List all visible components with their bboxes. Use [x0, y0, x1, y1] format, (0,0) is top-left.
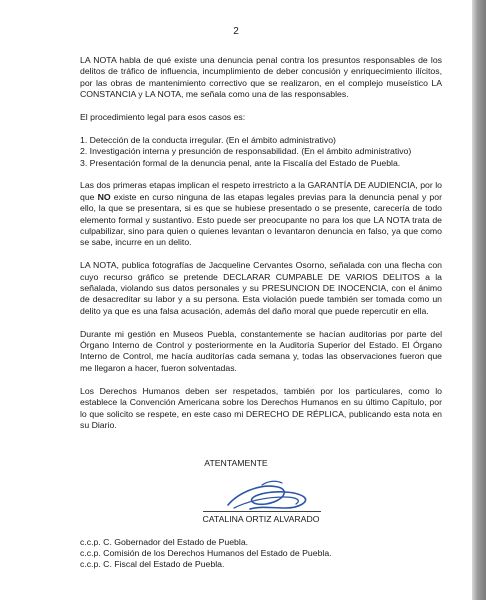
- paragraph-audiencia-part1: Las dos primeras etapas implican el respeto irrestricto a la GARANTÍA DE AUDIENCIA, por lo que: [80, 180, 442, 202]
- list-item: 3. Presentación formal de la denuncia penal, ante la Fiscalía del Estado de Puebla.: [80, 157, 401, 168]
- paragraph-fotografias: LA NOTA, publica fotografías de Jacqueline Cervantes Osorno, señalada con una flecha con cuyo recurso gráfico se pretende DECLARAR CUMPABLE DE VARIOS DELITOS a la señalada, violando sus datos personales y su PRESUNCION DE INOCENCIA, con el ánimo de desacreditar su labor y a su persona. Esta violación puede también ser tomada como un delito ya que es una falsa acusación, además del daño moral que puede repercutir en ella.: [80, 260, 442, 316]
- paragraph-audiencia-part2: existe en curso ninguna de las etapas legales previas para la denuncia penal y por ello, la que se presentara, si es que se hubiese presentado o se presente, carecería de todo elemento formal y sustantivo. Esto puede ser preocupante no para los que LA NOTA trata de culpabilizar, sino para quien o quienes levantan o levantaron denuncia en falso, ya que como se sabe, incurre en un delito.: [80, 191, 442, 248]
- signature-line: [203, 511, 321, 512]
- paragraph-audiencia: [80, 180, 442, 248]
- ccp-item: c.c.p. C. Fiscal del Estado de Puebla.: [80, 559, 225, 570]
- signer-name: CATALINA ORTIZ ALVARADO: [202, 514, 320, 524]
- paragraph-denuncia: LA NOTA habla de qué existe una denuncia penal contra los presuntos responsables de los delitos de tráfico de influencia, incumplimiento de deber concusión y enriquecimiento ilícitos, por las obras de mantenimiento correctivo que se realizaron, en el complejo museístico LA CONSTANCIA y LA NOTA, me señala como una de las responsables.: [80, 55, 442, 100]
- list-item: 1. Detección de la conducta irregular. (En el ámbito administrativo): [80, 134, 336, 145]
- paragraph-auditorias: Durante mi gestión en Museos Puebla, constantemente se hacían auditorias por parte del Órgano Interno de Control y posteriormente en la Auditoría Superior del Estado. El Órgano Interno de Control, me hacía auditorías cada semana y, todas las observaciones fueron que me llegaron a hacer, fueron solventadas.: [80, 328, 442, 373]
- signature-image: [200, 475, 330, 515]
- closing-salutation: ATENTAMENTE: [204, 458, 268, 468]
- handwritten-signature-icon: [200, 475, 330, 515]
- list-item: 2. Investigación interna y presunción de responsabilidad. (En el ámbito administrativo): [80, 146, 412, 157]
- page-edge-shadow: [472, 0, 486, 600]
- letter-body: [80, 55, 442, 443]
- paragraph-audiencia-emphasis: NO: [97, 191, 111, 202]
- paragraph-procedimiento: El procedimiento legal para esos casos es:: [80, 112, 246, 123]
- procedure-list: [80, 135, 442, 169]
- paragraph-derechos-humanos: Los Derechos Humanos deben ser respetados, también por los particulares, como lo establece la Convención Americana sobre los Derechos Humanos en su último Capítulo, por lo que solicito se respete, en este caso mi DERECHO DE RÉPLICA, publicando esta nota en su Diario.: [80, 385, 442, 430]
- ccp-item: c.c.p. Comisión de los Derechos Humanos del Estado de Puebla.: [80, 548, 332, 559]
- page-number: 2: [233, 26, 239, 37]
- ccp-item: c.c.p. C. Gobernador del Estado de Puebla.: [80, 537, 249, 547]
- copies-list: [80, 537, 440, 571]
